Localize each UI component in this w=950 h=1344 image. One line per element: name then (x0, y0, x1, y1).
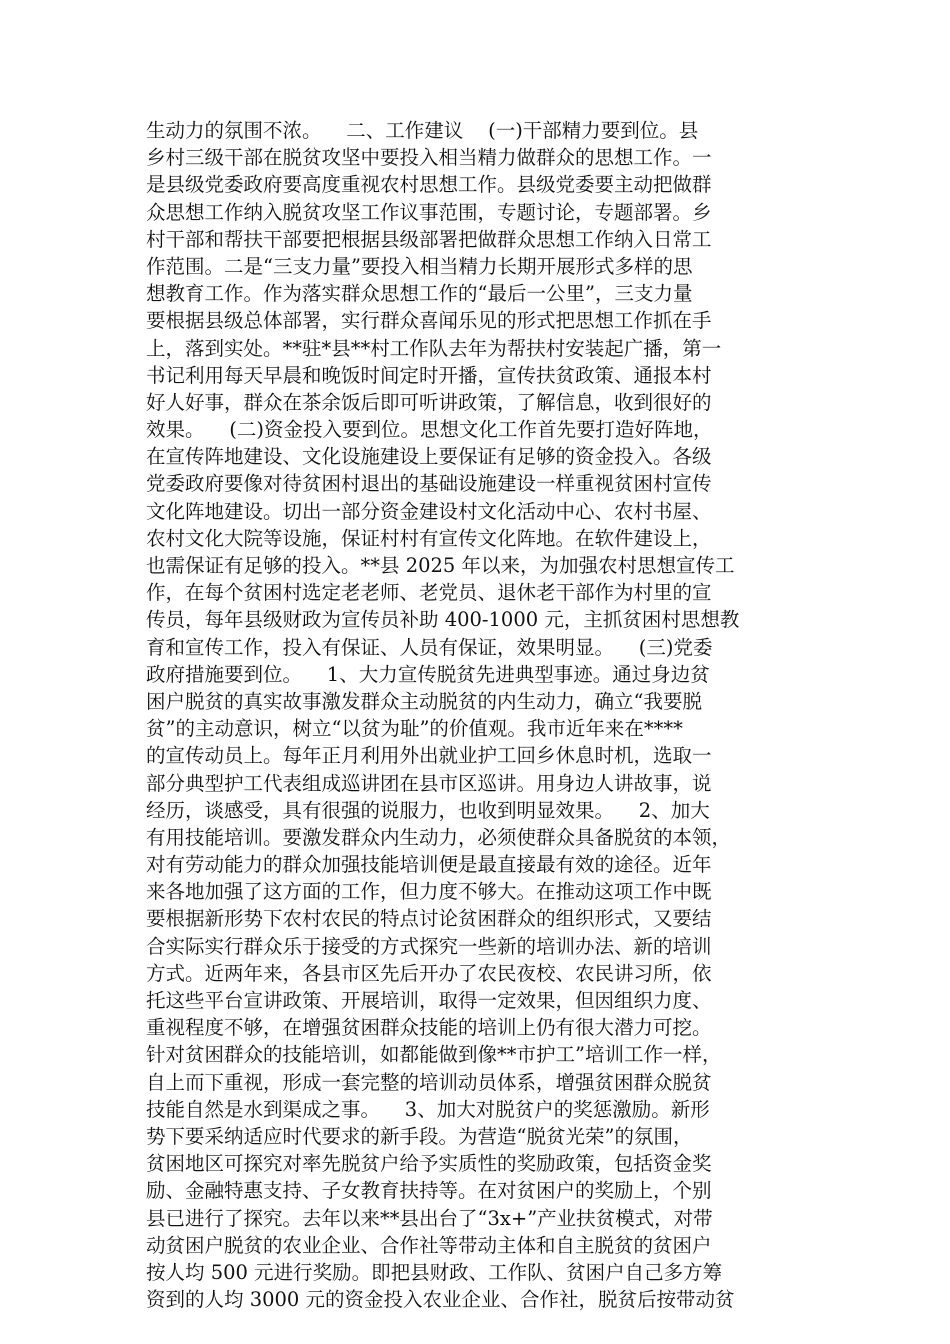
text-line: 托这些平台宣讲政策、开展培训，取得一定效果，但因组织力度、 (146, 989, 712, 1012)
text-line: 传员，每年县级财政为宣传员补助 400-1000 元，主抓贫困村思想教 (146, 608, 740, 632)
text-line: 书记利用每天早晨和晚饭时间定时开播，宣传扶贫政策、通报本村 (146, 363, 712, 387)
text-line: 党委政府要像对待贫困村退出的基础设施建设一样重视贫困村宣传 (146, 472, 712, 496)
text-line: 农村文化大院等设施，保证村村有宣传文化阵地。在软件建设上， (146, 526, 712, 550)
text-line: 县已进行了探究。去年以来**县出台了“3x+”产业扶贫模式，对带 (146, 1206, 713, 1230)
text-line: 也需保证有足够的投入。**县 2025 年以来，为加强农村思想宣传工 (146, 554, 735, 577)
text-line: 自上而下重视，形成一套完整的培训动员体系，增强贫困群众脱贫 (146, 1070, 712, 1094)
text-line: 方式。近两年来，各县市区先后开办了农民夜校、农民讲习所，依 (146, 961, 712, 985)
text-line: 部分典型护工代表组成巡讲团在县市区巡讲。用身边人讲故事，说 (146, 771, 712, 795)
text-line: 生动力的氛围不浓。 二、工作建议 (一)干部精力要到位。县 (146, 119, 699, 142)
text-line: 贫困地区可探究对率先脱贫户给予实质性的奖励政策，包括资金奖 (146, 1152, 712, 1176)
text-line: 文化阵地建设。切出一部分资金建设村文化活动中心、农村书屋、 (146, 499, 712, 523)
text-line: 贫”的主动意识，树立“以贫为耻”的价值观。我市近年来在**** (146, 717, 683, 741)
text-line: 励、金融特惠支持、子女教育扶持等。在对贫困户的奖励上，个别 (146, 1179, 712, 1203)
body-text (146, 117, 826, 1313)
text-line: 对有劳动能力的群众加强技能培训便是最直接最有效的途径。近年 (146, 853, 712, 877)
text-line: 合实际实行群众乐于接受的方式探究一些新的培训办法、新的培训 (146, 934, 712, 958)
text-line: 上，落到实处。**驻*县**村工作队去年为帮扶村安装起广播，第一 (146, 336, 722, 360)
text-line: 想教育工作。作为落实群众思想工作的“最后一公里”，三支力量 (146, 282, 693, 306)
text-line: 是县级党委政府要高度重视农村思想工作。县级党委要主动把做群 (146, 173, 712, 197)
text-line: 经历，谈感受，具有很强的说服力，也收到明显效果。 2、加大 (146, 798, 710, 822)
text-line: 针对贫困群众的技能培训，如都能做到像**市护工”培训工作一样， (146, 1043, 722, 1067)
text-line: 在宣传阵地建设、文化设施建设上要保证有足够的资金投入。各级 (146, 445, 712, 469)
text-line: 要根据县级总体部署，实行群众喜闻乐见的形式把思想工作抓在手 (146, 309, 712, 333)
text-line: 技能自然是水到渠成之事。 3、加大对脱贫户的奖惩激励。新形 (146, 1097, 710, 1121)
text-line: 来各地加强了这方面的工作，但力度不够大。在推动这项工作中既 (146, 880, 712, 904)
text-line: 乡村三级干部在脱贫攻坚中要投入相当精力做群众的思想工作。一 (146, 146, 712, 170)
text-line: 作范围。二是“三支力量”要投入相当精力长期开展形式多样的思 (146, 254, 693, 278)
text-line: 作，在每个贫困村选定老老师、老党员、退休老干部作为村里的宣 (146, 581, 712, 605)
text-line: 势下要采纳适应时代要求的新手段。为营造“脱贫光荣”的氛围， (146, 1124, 693, 1148)
text-line: 效果。 (二)资金投入要到位。思想文化工作首先要打造好阵地， (146, 418, 713, 442)
text-line: 资到的人均 3000 元的资金投入农业企业、合作社，脱贫后按带动贫 (146, 1288, 735, 1312)
text-line: 众思想工作纳入脱贫攻坚工作议事范围，专题讨论，专题部署。乡 (146, 200, 712, 224)
text-line: 重视程度不够，在增强贫困群众技能的培训上仍有很大潜力可挖。 (146, 1016, 712, 1040)
text-line: 要根据新形势下农村农民的特点讨论贫困群众的组织形式，又要结 (146, 907, 712, 931)
text-line: 好人好事，群众在茶余饭后即可听讲政策，了解信息，收到很好的 (146, 390, 712, 414)
text-line: 困户脱贫的真实故事激发群众主动脱贫的内生动力，确立“我要脱 (146, 689, 702, 713)
text-line: 村干部和帮扶干部要把根据县级部署把做群众思想工作纳入日常工 (146, 227, 712, 251)
text-line: 政府措施要到位。 1、大力宣传脱贫先进典型事迹。通过身边贫 (146, 662, 710, 686)
text-line: 有用技能培训。要激发群众内生动力，必须使群众具备脱贫的本领， (146, 825, 732, 849)
text-line: 按人均 500 元进行奖励。即把县财政、工作队、贫困户自己多方筹 (146, 1260, 723, 1284)
text-line: 育和宣传工作，投入有保证、人员有保证，效果明显。 (三)党委 (146, 635, 713, 659)
text-line: 的宣传动员上。每年正月利用外出就业护工回乡休息时机，选取一 (146, 744, 712, 768)
text-line: 动贫困户脱贫的农业企业、合作社等带动主体和自主脱贫的贫困户 (146, 1233, 712, 1257)
